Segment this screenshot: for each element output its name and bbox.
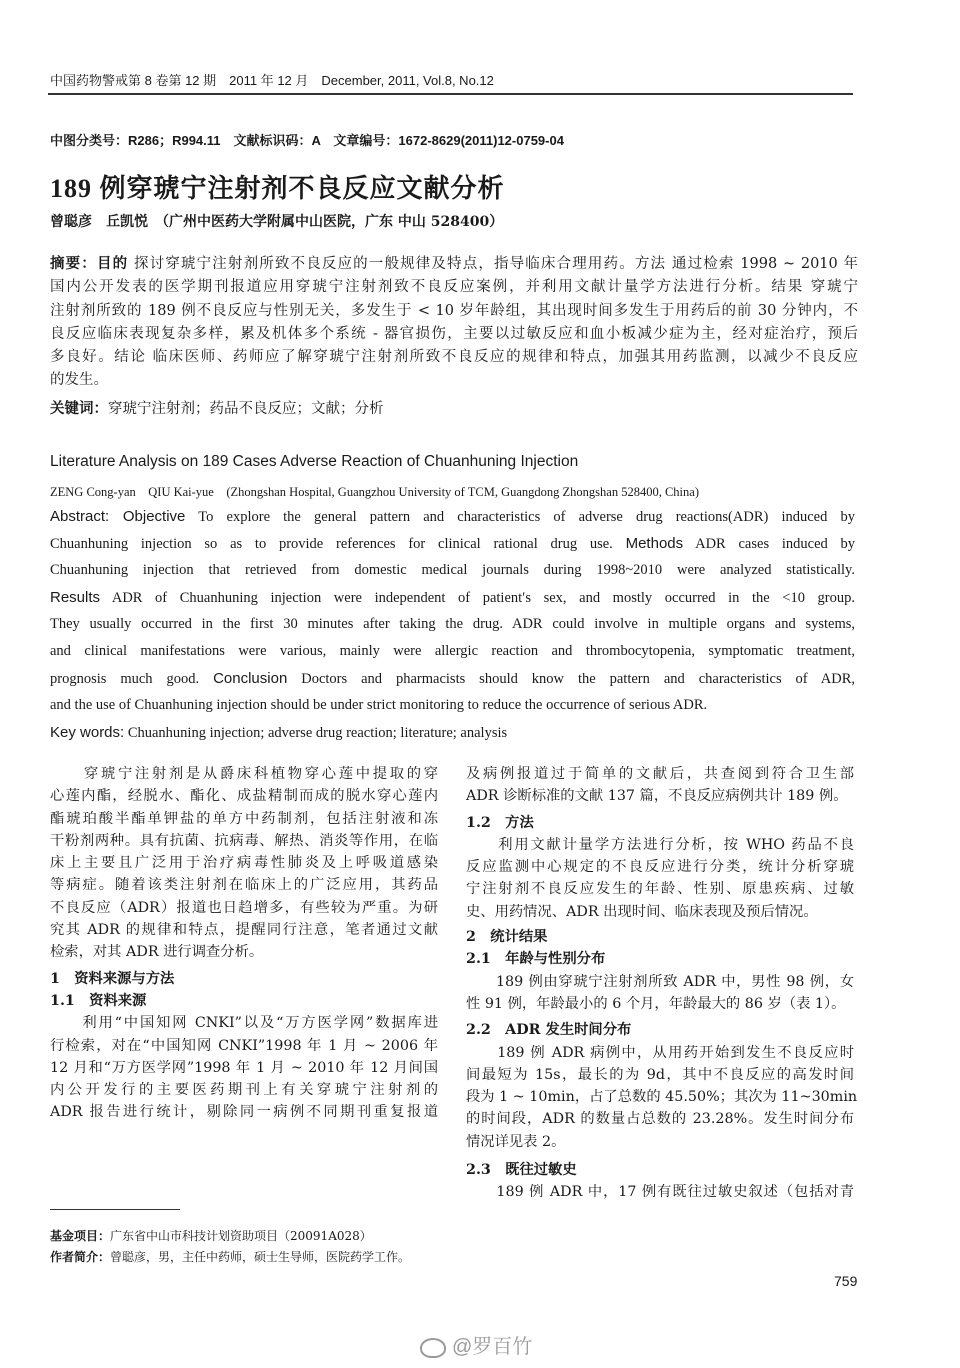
section-heading-2-1: 2.1 年龄与性别分布 bbox=[466, 951, 606, 968]
body-line: 189 例由穿琥宁注射剂所致 ADR 中，男性 98 例，女 bbox=[466, 973, 854, 990]
abstract-cn-line: 多良好。结论 临床医师、药师应了解穿琥宁注射剂所致不良反应的规律和特点，加强其用药监测，以减少不良反应 bbox=[50, 349, 858, 366]
abstract-cn-line: 摘要：目的 探讨穿琥宁注射剂所致不良反应的一般规律及特点，指导临床合理用药。方法 通过检索 1998 ~ 2010 年 bbox=[50, 255, 859, 272]
section-heading-1-2: 1.2 方法 bbox=[466, 814, 534, 831]
abstract-cn-line: 国内公开发表的医学期刊报道应用穿琥宁注射剂致不良反应案例，并利用文献计量学方法进行分析。结果 穿琥宁 bbox=[50, 279, 858, 296]
section-heading-1-1: 1.1 资料来源 bbox=[50, 992, 147, 1009]
body-line: 宁注射剂不良反应发生的年龄、性别、原患疾病、过敏 bbox=[466, 881, 854, 898]
abstract-en-line: They usually occurred in the first 30 minutes after taking the drug. ADR could involve in multiple organs and systems, bbox=[50, 616, 855, 632]
abstract-en-line: prognosis much good. Conclusion Doctors and pharmacists should know the pattern and characteristics of ADR, bbox=[50, 670, 856, 687]
methods-label: Methods bbox=[625, 535, 684, 552]
body-line: ADR 诊断标准的文献 137 篇，不良反应病例共计 189 例。 bbox=[466, 788, 848, 805]
classification-line: 中图分类号：R286；R994.11 文献标识码：A 文章编号：1672-8629(2011)12-0759-04 bbox=[50, 133, 564, 148]
keywords-en: Key words: Chuanhuning injection; adverse drug reaction; literature; analysis bbox=[50, 724, 508, 741]
keywords-cn: 关键词：穿琥宁注射剂；药品不良反应；文献；分析 bbox=[50, 399, 384, 417]
watermark: @罗百竹 bbox=[420, 1330, 532, 1359]
abstract-en-label: Abstract: Objective bbox=[50, 508, 186, 525]
body-line: 穿琥宁注射剂是从爵床科植物穿心莲中提取的穿 bbox=[50, 766, 438, 782]
keywords-cn-label: 关键词： bbox=[50, 399, 108, 417]
body-line: 12 月和“万方医学网”1998 年 1 月 ~ 2010 年 12 月间国 bbox=[50, 1059, 438, 1076]
page-title: 189 例穿琥宁注射剂不良反应文献分析 bbox=[50, 174, 505, 203]
abstract-en-line: Chuanhuning injection that retrieved from domestic medical journals during 1998~2010 were analyzed statistically. bbox=[50, 562, 855, 578]
right-column bbox=[466, 763, 858, 1204]
authors-affiliation: 曾聪彦 丘凯悦 （广州中医药大学附属中山医院，广东 中山 528400） bbox=[50, 214, 504, 230]
section-heading-2-3: 2.3 既往过敏史 bbox=[466, 1162, 577, 1179]
fund-label: 基金项目： bbox=[50, 1229, 111, 1243]
english-authors: ZENG Cong-yan QIU Kai-yue (Zhongshan Hospital, Guangzhou University of TCM, Guangdong Zhongshan 528400, China) bbox=[50, 485, 699, 499]
body-line: 段为 1 ~ 10min，占了总数的 45.50%；其次为 11~30min bbox=[466, 1089, 858, 1106]
body-line: 史、用药情况、ADR 出现时间、临床表现及预后情况。 bbox=[466, 903, 818, 920]
conclusion-label: Conclusion bbox=[213, 670, 288, 687]
abstract-cn-line: 的发生。 bbox=[50, 372, 108, 389]
results-label: Results bbox=[50, 589, 101, 606]
body-line: 189 例 ADR 病例中，从用药开始到发生不良反应时 bbox=[466, 1044, 854, 1061]
abstract-cn-label: 摘要：目的 bbox=[50, 255, 129, 272]
abstract-cn bbox=[50, 252, 858, 421]
section-heading-2-2: 2.2 ADR 发生时间分布 bbox=[466, 1022, 632, 1039]
body-line: 利用文献计量学方法进行分析，按 WHO 药品不良 bbox=[466, 836, 854, 853]
body-line: 情况详见表 2。 bbox=[466, 1133, 566, 1150]
abstract-en-line: and the use of Chuanhuning injection should be under strict monitoring to reduce the occurrence of serious ADR. bbox=[50, 697, 708, 713]
footnote-author: 作者简介：曾聪彦，男，主任中药师，硕士生导师，医院药学工作。 bbox=[50, 1250, 411, 1264]
weibo-icon bbox=[420, 1338, 446, 1358]
abstract-en-line: Chuanhuning injection so as to provide references for clinical rational drug use. Methods ADR cases induced by bbox=[50, 535, 856, 552]
body-line: 内公开发行的主要医药期刊上有关穿琥宁注射剂的 bbox=[50, 1082, 438, 1099]
english-title: Literature Analysis on 189 Cases Adverse Reaction of Chuanhuning Injection bbox=[50, 453, 579, 470]
abstract-en bbox=[50, 503, 855, 746]
body-line: 性 91 例，年龄最小的 6 个月，年龄最大的 86 岁（表 1）。 bbox=[466, 995, 846, 1012]
author-bio-label: 作者简介： bbox=[50, 1250, 111, 1264]
page-number: 759 bbox=[834, 1273, 858, 1289]
body-line: 及病例报道过于简单的文献后，共查阅到符合卫生部 bbox=[466, 766, 854, 782]
abstract-en-line: Abstract: Objective To explore the general pattern and characteristics of adverse drug reactions(ADR) induced by bbox=[50, 508, 855, 525]
footnote-fund: 基金项目：广东省中山市科技计划资助项目（20091A028） bbox=[50, 1229, 372, 1243]
body-line: 利用“中国知网 CNKI”以及“万方医学网”数据库进 bbox=[50, 1015, 438, 1032]
body-line: 酯琥珀酸半酯单钾盐的单方中药制剂，包括注射液和冻 bbox=[50, 810, 438, 827]
abstract-en-line: Results ADR of Chuanhuning injection were independent of patient′s sex, and mostly occurred in the <10 group. bbox=[50, 589, 855, 606]
header-rule bbox=[48, 93, 853, 95]
running-head: 中国药物警戒第 8 卷第 12 期 2011 年 12 月 December, 2011, Vol.8, No.12 bbox=[50, 73, 494, 88]
body-line: 不良反应（ADR）报道也日趋增多，有些较为严重。为研 bbox=[50, 899, 438, 916]
abstract-cn-line: 注射剂所致的 189 例不良反应与性别无关，多发生于 < 10 岁年龄组，其出现时间多发生于用药后的前 30 分钟内，不 bbox=[50, 302, 858, 319]
section-heading-2: 2 统计结果 bbox=[466, 929, 548, 946]
abstract-cn-line: 良反应临床表现复杂多样，累及机体多个系统 - 器官损伤，主要以过敏反应和血小板减少症为主，经对症治疗，预后 bbox=[50, 325, 858, 342]
body-line: 床上主要且广泛用于治疗病毒性肺炎及上呼吸道感染 bbox=[50, 855, 438, 872]
abstract-en-line: and clinical manifestations were various, mainly were allergic reaction and thrombocytopenia, symptomatic treatment, bbox=[50, 643, 855, 659]
body-line: 的时间段，ADR 的数量占总数的 23.28%。发生时间分布 bbox=[466, 1111, 854, 1128]
body-line: 反应监测中心规定的不良反应进行分类，统计分析穿琥 bbox=[466, 859, 854, 876]
body-line: 间最短为 15s，最长的为 9d，其中不良反应的高发时间 bbox=[466, 1066, 854, 1083]
body-line: 行检索，对在“中国知网 CNKI”1998 年 1 月 ~ 2006 年 bbox=[50, 1037, 438, 1054]
body-line: 干粉剂两种。具有抗菌、抗病毒、解热、消炎等作用，在临 bbox=[50, 832, 438, 849]
body-line: 189 例 ADR 中，17 例有既往过敏史叙述（包括对青 bbox=[466, 1184, 854, 1201]
body-line: 究其 ADR 的规律和特点，提醒同行注意，笔者通过文献 bbox=[50, 922, 438, 939]
section-heading-1: 1 资料来源与方法 bbox=[50, 970, 175, 987]
body-line: 检索，对其 ADR 进行调查分析。 bbox=[50, 944, 264, 961]
keywords-en-label: Key words: bbox=[50, 724, 125, 741]
body-line: 等病症。随着该类注射剂在临床上的广泛应用，其药品 bbox=[50, 877, 438, 894]
left-column bbox=[50, 763, 438, 1124]
footnote-rule bbox=[50, 1209, 180, 1210]
body-line: 心莲内酯，经脱水、酯化、成盐精制而成的脱水穿心莲内 bbox=[50, 788, 438, 805]
body-line: ADR 报告进行统计，剔除同一病例不同期刊重复报道 bbox=[50, 1104, 438, 1121]
